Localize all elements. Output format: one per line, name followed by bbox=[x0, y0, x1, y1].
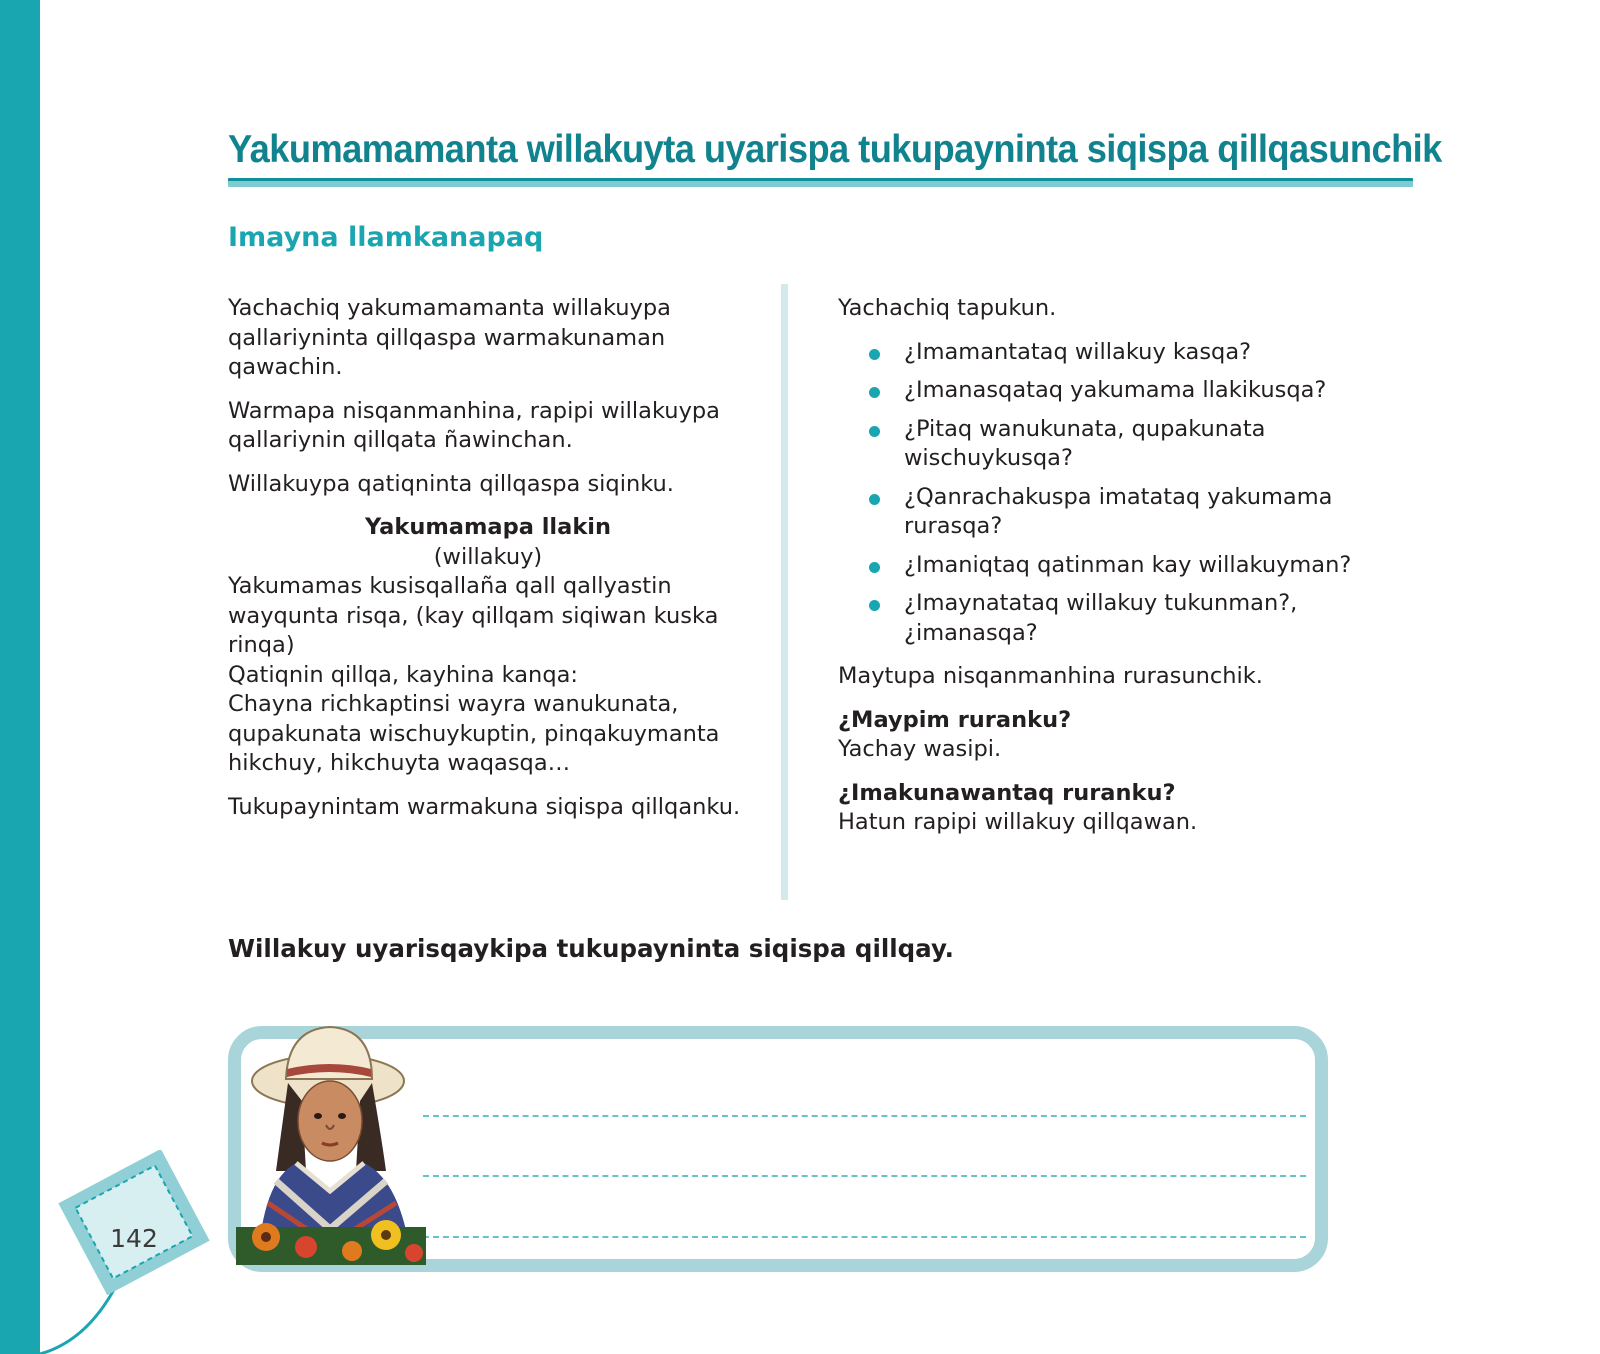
question-item: ¿Imanasqataq yakumama llakikusqa? bbox=[838, 376, 1358, 406]
story-subtitle: (willakuy) bbox=[433, 543, 543, 570]
column-divider bbox=[781, 284, 788, 900]
paragraph-3: Willakuypa qatiqninta qillqaspa siqinku. bbox=[228, 470, 674, 497]
question-item: ¿Imamantataq willakuy kasqa? bbox=[838, 338, 1358, 368]
question-list bbox=[838, 338, 1358, 649]
writing-line-2[interactable] bbox=[423, 1175, 1306, 1177]
question-item: ¿Imaniqtaq qatinman kay willakuyman? bbox=[838, 551, 1358, 581]
left-column bbox=[228, 294, 748, 836]
answer-where: Yachay wasipi. bbox=[838, 736, 1002, 762]
story-title: Yakumamapa llakin bbox=[364, 514, 612, 540]
writing-line-3[interactable] bbox=[423, 1236, 1306, 1238]
story-line-3: Chayna richkaptinsi wayra wanukunata, qupakunata wischuykuptin, pinqakuymanta hikchuy, hikchuyta waqasqa… bbox=[228, 691, 720, 776]
page-number: 142 bbox=[110, 1224, 158, 1253]
question-item: ¿Qanrachakuspa imatataq yakumama rurasqa? bbox=[838, 483, 1358, 542]
answer-what: Hatun rapipi willakuy qillqawan. bbox=[838, 809, 1198, 835]
page-title: Yakumamamanta willakuyta uyarispa tukupayninta siqispa qillqasunchik bbox=[228, 128, 1442, 171]
question-item: ¿Imaynatataq willakuy tukunman?, ¿imanasqa? bbox=[838, 589, 1358, 648]
story-line-2: Qatiqnin qillqa, kayhina kanqa: bbox=[228, 661, 578, 688]
section-subtitle: Imayna llamkanapaq bbox=[228, 222, 544, 253]
question-what: ¿Imakunawantaq ruranku? bbox=[838, 779, 1176, 806]
after-questions: Maytupa nisqanmanhina rurasunchik. bbox=[838, 663, 1263, 689]
task-instruction: Willakuy uyarisqaykipa tukupayninta siqispa qillqay. bbox=[228, 934, 954, 963]
right-column bbox=[838, 294, 1358, 852]
teacher-asks: Yachachiq tapukun. bbox=[838, 295, 1057, 321]
paragraph-1: Yachachiq yakumamamanta willakuypa qallariyninta qillqaspa warmakunaman qawachin. bbox=[228, 295, 671, 380]
story-block bbox=[228, 513, 748, 779]
question-where: ¿Maypim ruranku? bbox=[838, 706, 1072, 733]
story-line-1: Yakumamas kusisqallaña qall qallyastin wayqunta risqa, (kay qillqam siqiwan kuska rinqa) bbox=[228, 573, 719, 658]
question-item: ¿Pitaq wanukunata, qupakunata wischuykusqa? bbox=[838, 415, 1358, 474]
writing-line-1[interactable] bbox=[423, 1115, 1306, 1117]
girl-illustration bbox=[236, 1021, 426, 1265]
title-underline bbox=[228, 178, 1413, 187]
paragraph-2: Warmapa nisqanmanhina, rapipi willakuypa qallariynin qillqata ñawinchan. bbox=[228, 397, 720, 453]
paragraph-last: Tukupaynintam warmakuna siqispa qillqanku. bbox=[228, 793, 741, 820]
